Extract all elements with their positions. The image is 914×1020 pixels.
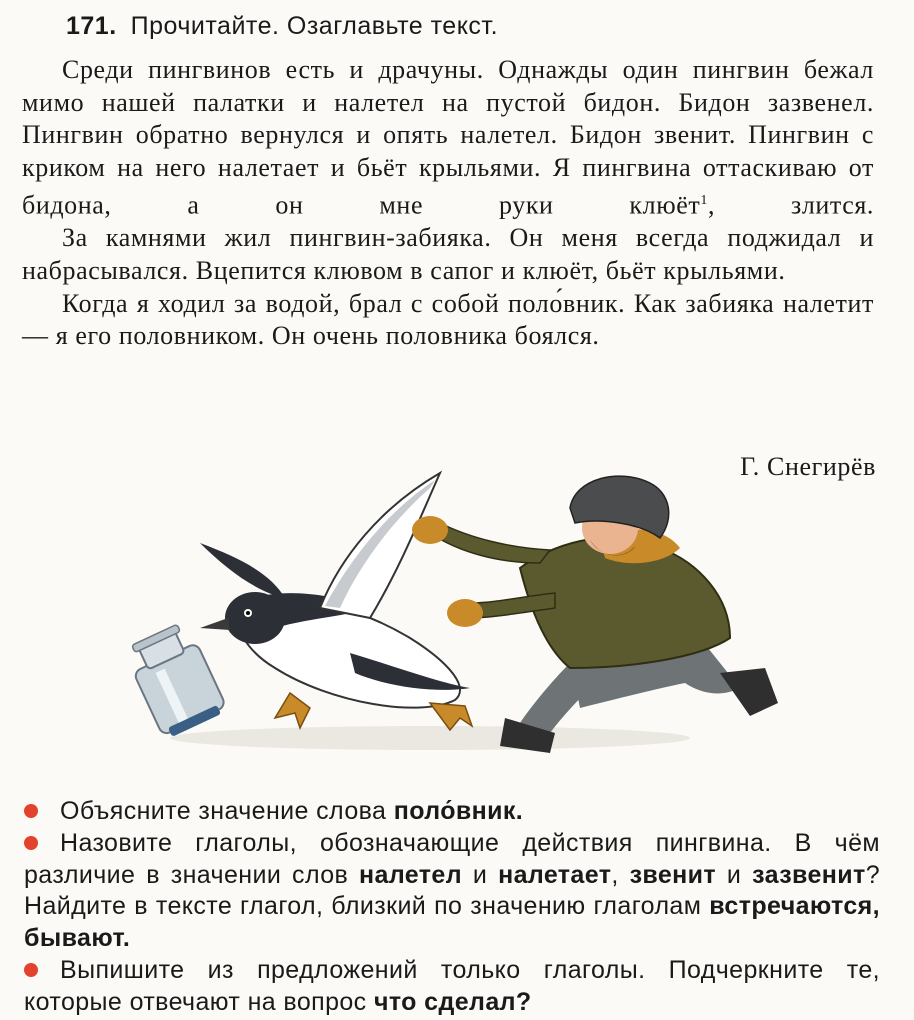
task-3-keyword: что сделал? [373,987,532,1016]
task-1-text: Объясните значение слова [60,797,394,825]
task-3 [24,955,880,1019]
keyword-naletaet: налетает [498,860,612,889]
keyword-naletel: налетел [359,860,463,889]
task-2-text-1: Назовите глаголы, обозначающие действия пингвина. В чём различие в значении слов [24,828,880,889]
bullet-icon [24,963,38,977]
footnote-mark: 1 [700,192,708,208]
story-p1-end: , злится. [707,190,874,220]
penguin-icon [200,473,472,730]
keyword-zvenit: звенит [629,860,717,889]
task-list [24,796,880,1019]
bullet-icon [24,804,38,818]
story-author: Г. Снегирёв [740,452,876,481]
task-2 [24,828,880,955]
story-paragraph-3: Когда я ходил за водой, брал с собой поло́вник. Как забияка налетит — я его половником. Он очень половника боялся. [22,288,874,351]
task-1-keyword: поло́вник. [393,797,524,825]
task-3-text: Выпишите из предложений только глаголы. Подчеркните те, которые отвечают на вопрос [24,955,880,1016]
keyword-vstrechayutsya: встречаются, бывают. [24,892,880,953]
task-2-and-2: и [716,860,753,889]
task-2-text-2: ? Найдите в тексте глагол, близкий по значению глаголам [24,860,880,921]
keyword-zazvenit: зазвенит [752,860,866,889]
exercise-header [66,12,498,41]
exercise-instruction: Прочитайте. Озаглавьте текст. [130,12,499,40]
story-p1-text: Среди пингвинов есть и драчуны. Однажды один пингвин бежал мимо нашей палатки и налетел на пустой бидон. Бидон зазвенел. Пингвин обратно вернулся и опять налетел. Бидон звенит. Пингвин с криком на него налетает и бьёт крыльями. Я пингвина оттаскиваю от бидона, а он мне руки клюёт [22,55,874,220]
task-2-and-1: и [462,860,499,889]
story-paragraph-1 [22,54,874,222]
story-text [22,54,874,353]
story-paragraph-2: За камнями жил пингвин-забияка. Он меня всегда поджидал и набрасывался. Вцепится клювом в сапог и клюёт, бьёт крыльями. [22,223,874,285]
milk-can-icon [123,620,229,740]
bullet-icon [24,836,38,850]
exercise-number: 171. [66,12,117,40]
task-2-comma: , [611,860,619,889]
task-1 [24,796,880,828]
ground-shadow [170,726,690,750]
penguin-chasing-man-icon [100,468,800,768]
